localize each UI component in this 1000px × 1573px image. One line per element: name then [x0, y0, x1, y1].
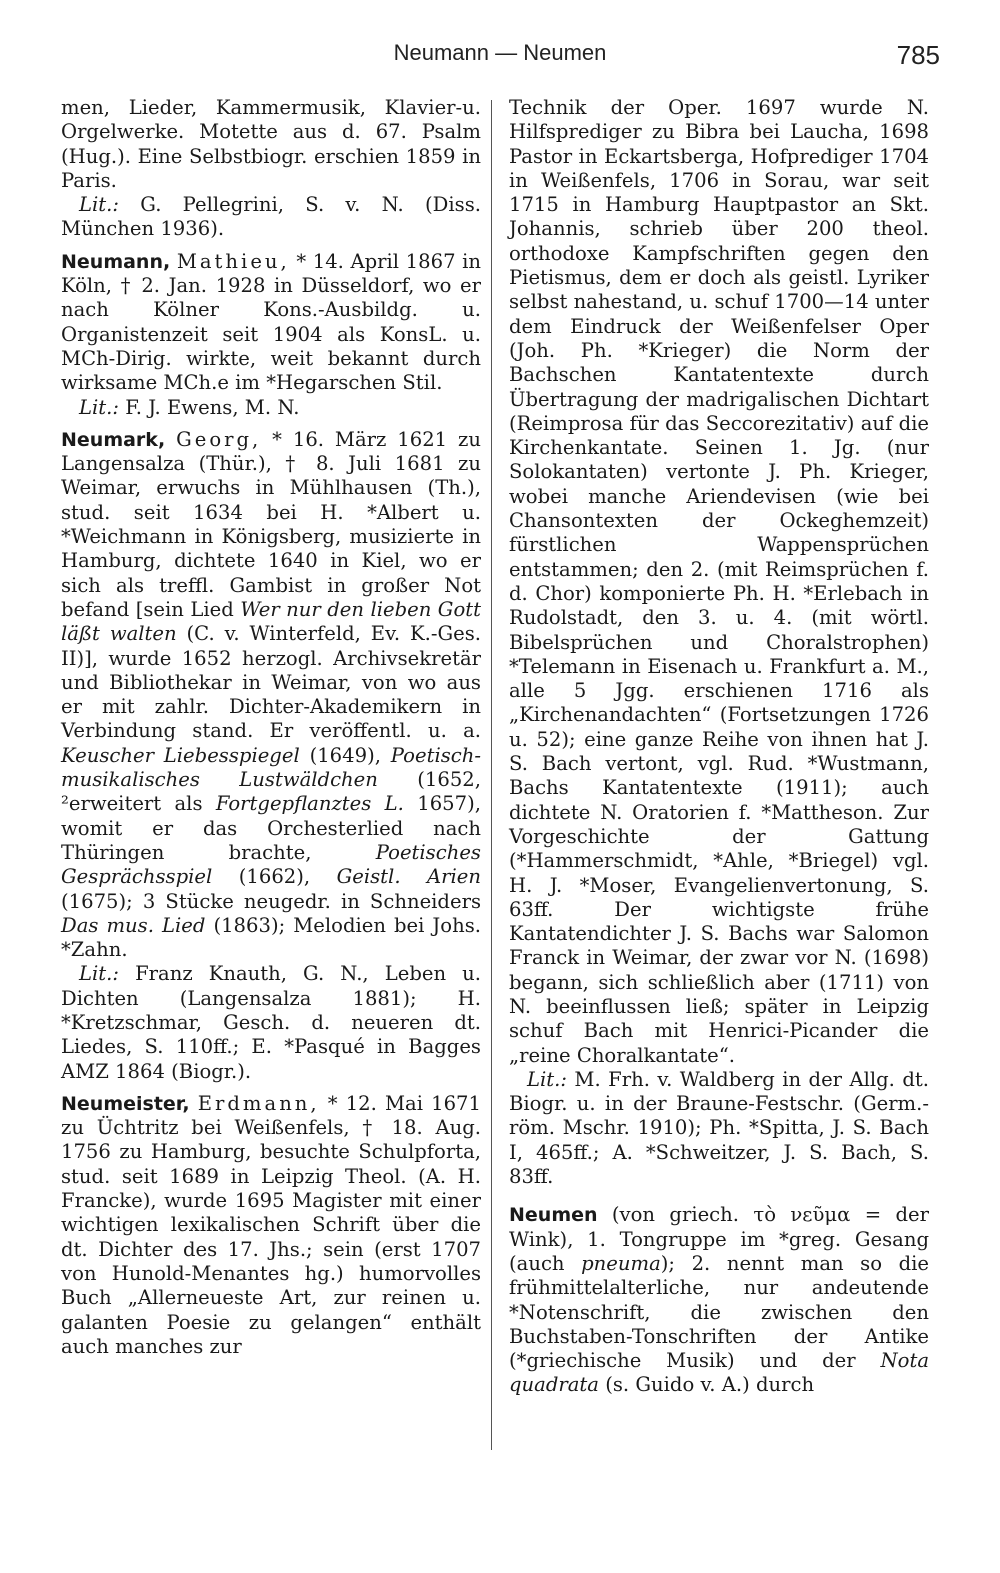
continued-entry [509, 96, 929, 1189]
italic-title: Poetisches Gesprächsspiel [61, 840, 481, 889]
entry-text: (1863); Melodien bei Johs. *Zahn. [61, 913, 481, 962]
lit-label: Lit.: [527, 1067, 567, 1091]
column-divider [491, 100, 492, 1450]
entry-firstname: Georg, [176, 427, 262, 451]
entry-text: 1657), womit er das Orchesterlied nach Thüringen brachte, [61, 792, 481, 864]
page-number: 785 [896, 40, 940, 70]
entry-headword: Neumark, [61, 428, 166, 451]
entry-text: (von griech. τὸ νεῦμα = der Wink), 1. Tongruppe im *greg. Gesang (auch [509, 1203, 929, 1275]
running-header: Neumann — Neumen [393, 40, 607, 65]
entry-text: ); 2. nennt man so die frühmittelalterliche, nur andeutende *Notenschrift, die zwischen den Buchstaben-Tonschriften der Antike (*griechische Musik) und der [509, 1251, 930, 1373]
italic-title: Poetisch-musikalisches Lustwäldchen [61, 743, 481, 792]
entry-firstname: Mathieu, [176, 249, 290, 273]
left-column [61, 96, 481, 1359]
entry-text: (1649), [309, 743, 381, 767]
italic-term: Nota quadrata [509, 1349, 929, 1397]
entry-firstname: Erdmann, [197, 1091, 320, 1115]
entry-text: (s. Guido v. A.) durch [605, 1373, 815, 1397]
entry-text: (1675); 3 Stücke neugedr. in Schneiders [61, 889, 481, 913]
lit-text: M. Frh. v. Waldberg in der Allg. dt. Biogr. u. in der Braune-Festschr. (Germ.-röm. Mschr. 1910); Ph. *Spitta, J. S. Bach I, 465ff.; A. *Schweitzer, J. S. Bach, S. 83ff. [509, 1067, 929, 1189]
italic-title: Wer nur den lieben Gott läßt walten [61, 597, 481, 646]
italic-title: Keuscher Liebesspiegel [61, 743, 300, 767]
right-column [509, 96, 929, 1398]
lit-text: Franz Knauth, G. N., Leben u. Dichten (Langensalza 1881); H. *Kretzschmar, Gesch. d. neueren dt. Liedes, S. 110ff.; E. *Pasqué in Bagges AMZ 1864 (Biogr.). [61, 962, 482, 1083]
continued-entry [61, 96, 481, 242]
italic-title: Fortgepflanztes L. [215, 792, 404, 816]
entry-neumann [61, 250, 481, 420]
entry-text: (1662), [238, 865, 311, 889]
entry-text: men, Lieder, Kammermusik, Klavier-u. Orgelwerke. Motette aus d. 67. Psalm (Hug.). Eine Selbstbiogr. erschien 1859 in Paris. [61, 96, 481, 192]
lit-text: F. J. Ewens, M. N. [125, 395, 300, 419]
lit-label: Lit.: [79, 395, 119, 419]
italic-title: Das mus. Lied [61, 913, 206, 937]
entry-neumen [509, 1203, 929, 1397]
entry-text: * 14. April 1867 in Köln, † 2. Jan. 1928 in Düsseldorf, wo er nach Kölner Kons.-Ausbildg. u. Organistenzeit seit 1904 als KonsL. u. MCh-Dirig. wirkte, weit bekannt durch wirksame MCh.e im *Hegarschen Stil. [61, 249, 481, 395]
entry-text: * 12. Mai 1671 zu Üchtritz bei Weißenfels, † 18. Aug. 1756 zu Hamburg, besuchte Schulpforta, stud. seit 1689 in Leipzig Theol. (A. H. Francke), wurde 1695 Magister mit einer wichtigen lexikalischen Schrift über die dt. Dichter des 17. Jhs.; sein (erst 1707 von Hunold-Menantes hg.) humorvolles Buch „Allerneueste Art, zur reinen u. galanten Poesie zu gelangen“ enthält auch manches zur [61, 1091, 481, 1358]
italic-title: Geistl. Arien [336, 865, 482, 889]
entry-headword: Neumen [509, 1204, 598, 1227]
entry-headword: Neumann, [61, 250, 171, 273]
entry-text: Technik der Oper. 1697 wurde N. Hilfsprediger zu Bibra bei Laucha, 1698 Pastor in Eckartsberga, Hofprediger 1704 in Weißenfels, 1706 in Sorau, war seit 1715 in Hamburg Hauptpastor an Skt. Johannis, schrieb über 200 theol. orthodoxe Kampfschriften gegen den Pietismus, dem er doch als geistl. Lyriker selbst nahestand, u. schuf 1700—14 unter dem Eindruck der Weißenfelser Oper (Joh. Ph. *Krieger) die Norm der Bachschen Kantatentexte durch Übertragung der madrigalischen Dichtart (Reimprosa für das Seccorezitativ) auf die Kirchenkantate. Seinen 1. Jg. (nur Solokantaten) vertonte J. Ph. Krieger, wobei manche Ariendevisen (wie bei Chansontexten der Ockeghemzeit) fürstlichen Wappensprüchen entstammen; den 2. (mit Reimsprüchen f. d. Chor) komponierte Ph. H. *Erlebach in Rudolstadt, den 3. u. 4. (mit wörtl. Bibelsprüchen und Choralstrophen) *Telemann in Eisenach u. Frankfurt a. M., alle 5 Jgg. erschienen 1716 als „Kirchenandachten“ (Fortsetzungen 1726 u. 52); eine ganze Reihe von ihnen hat J. S. Bach vertont, vgl. Rud. *Wustmann, Bachs Kantatentexte (1911); auch dichtete N. Oratorien f. *Mattheson. Zur Vorgeschichte der Gattung (*Hammerschmidt, *Ahle, *Briegel) vgl. H. J. *Moser, Evangelienvertonung, S. 63ff. Der wichtigste frühe Kantatendichter J. S. Bachs war Salomon Franck in Weimar, der zwar vor N. (1698) begann, sich schließlich aber (1711) von N. beeinflussen ließ; später in Leipzig schuf Bach mit Henrici-Picander die „reine Choralkantate“. [509, 96, 929, 1067]
entry-neumark [61, 428, 481, 1084]
lit-label: Lit.: [79, 193, 119, 217]
entry-text: * 16. März 1621 zu Langensalza (Thür.), † 8. Juli 1681 zu Weimar, erwuchs in Mühlhausen (Th.), stud. seit 1634 bei H. *Albert u. *Weichmann in Königsberg, musizierte in Hamburg, dichtete 1640 in Kiel, wo er sich als treffl. Gambist in großer Not befand [sein Lied [61, 427, 481, 621]
entry-text: (1652, ²erweitert als [61, 768, 481, 816]
entry-headword: Neumeister, [61, 1092, 190, 1115]
italic-term: pneuma [581, 1251, 661, 1275]
entry-neumeister [61, 1092, 481, 1359]
lit-text: G. Pellegrini, S. v. N. (Diss. München 1936). [61, 193, 481, 241]
lit-label: Lit.: [79, 962, 119, 986]
entry-text: (C. v. Winterfeld, Ev. K.-Ges. II)], wurde 1652 herzogl. Archivsekretär und Bibliothekar in Weimar, von wo aus er mit zahlr. Dichter-Akademikern in Verbindung stand. Er veröffentl. u. a. [61, 622, 481, 743]
